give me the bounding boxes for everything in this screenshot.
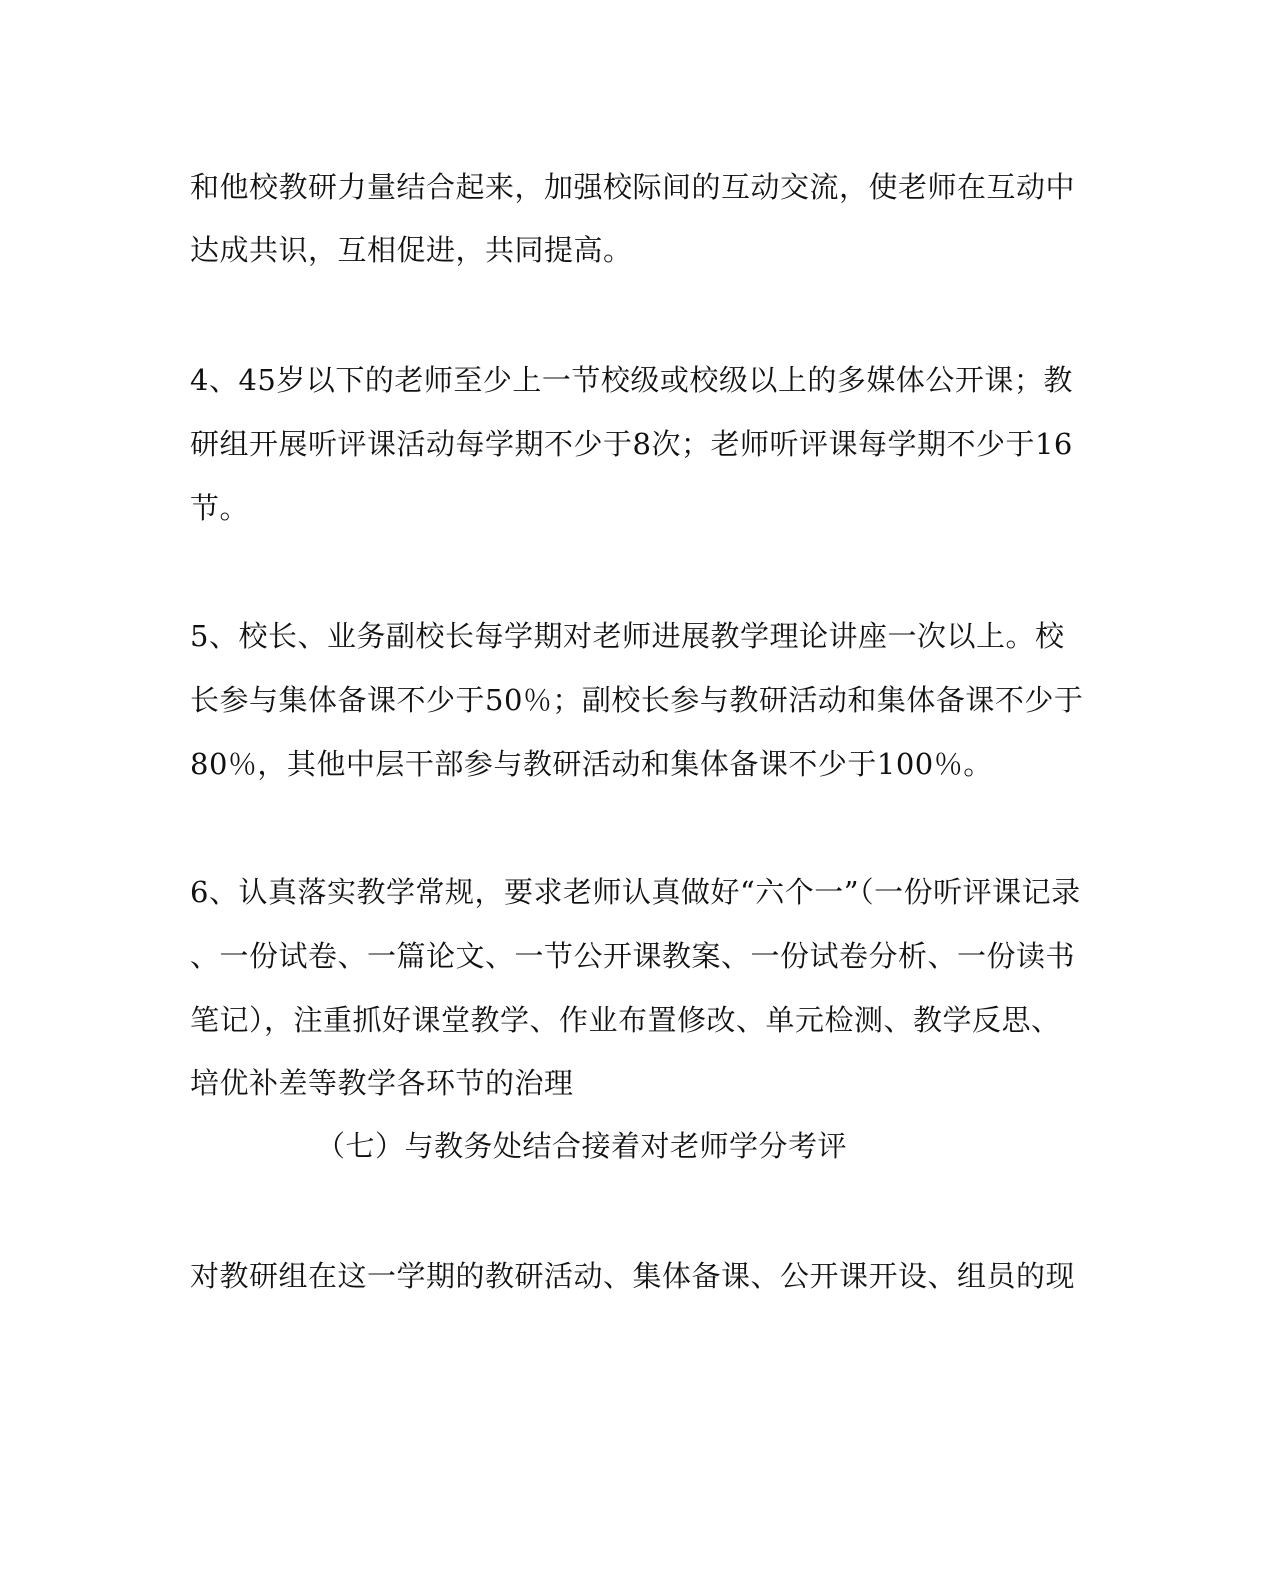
paragraph-4-line-2: 、一份试卷、一篇论文、一节公开课教案、一份试卷分析、一份读书: [190, 939, 1076, 973]
paragraph-3-line-2: 长参与集体备课不少于50％；副校长参与教研活动和集体备课不少于: [190, 683, 1084, 717]
paragraph-4-line-4: 培优补差等教学各环节的治理: [190, 1066, 574, 1100]
section-heading-7: （七）与教务处结合接着对老师学分考评: [316, 1129, 848, 1163]
paragraph-3-line-3: 80％，其他中层干部参与教研活动和集体备课不少于100％。: [190, 747, 993, 781]
paragraph-2-line-1: 4、45岁以下的老师至少上一节校级或校级以上的多媒体公开课；教: [190, 363, 1073, 397]
paragraph-4-line-1: 6、认真落实教学常规，要求老师认真做好“六个一”（一份听评课记录: [190, 875, 1081, 909]
paragraph-3-line-1: 5、校长、业务副校长每学期对老师进展教学理论讲座一次以上。校: [190, 619, 1065, 653]
paragraph-4-line-3: 笔记），注重抓好课堂教学、作业布置修改、单元检测、教学反思、: [190, 1003, 1061, 1037]
paragraph-1-line-1: 和他校教研力量结合起来，加强校际间的互动交流，使老师在互动中: [190, 170, 1076, 204]
paragraph-1-line-2: 达成共识，互相促进，共同提高。: [190, 233, 633, 267]
paragraph-2-line-3: 节。: [190, 491, 250, 525]
paragraph-2-line-2: 研组开展听评课活动每学期不少于8次；老师听评课每学期不少于16: [190, 427, 1073, 461]
paragraph-6-line-1: 对教研组在这一学期的教研活动、集体备课、公开课开设、组员的现: [190, 1259, 1076, 1293]
